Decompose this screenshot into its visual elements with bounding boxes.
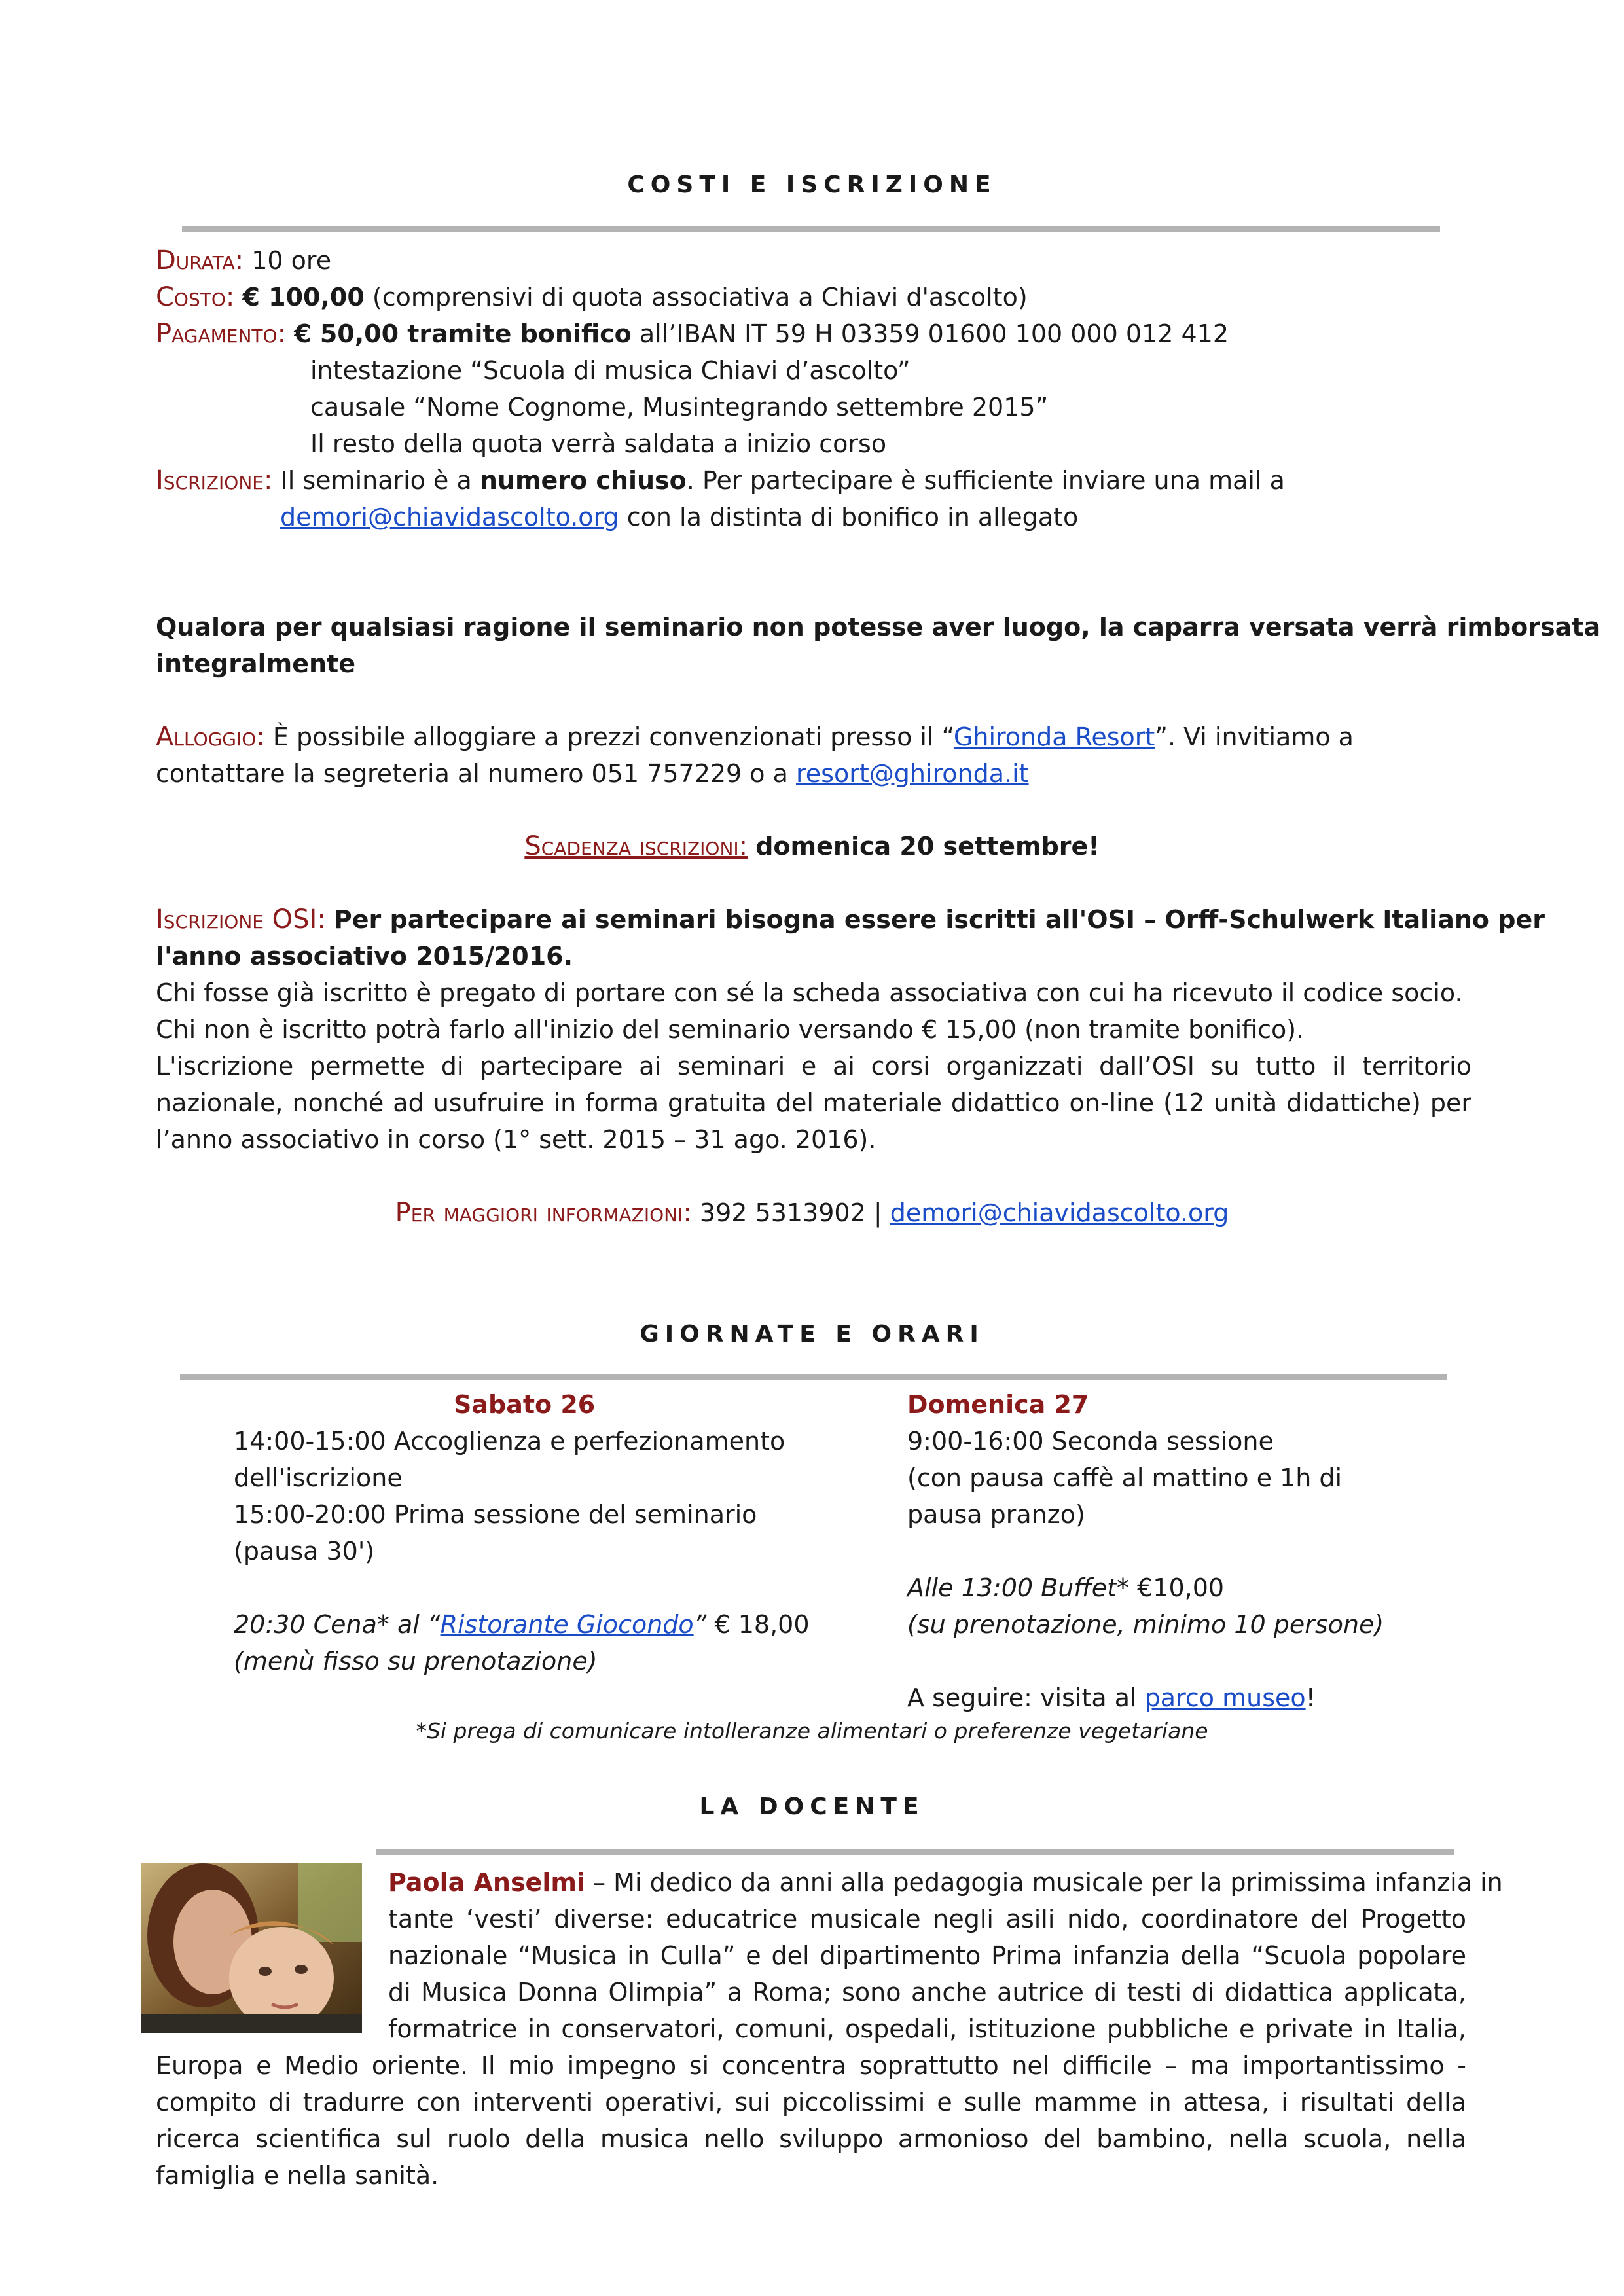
rimborso-line-1: Qualora per qualsiasi ragione il seminario non potesse aver luogo, la caparra versata verrà rimborsata xyxy=(156,613,1601,641)
info-phone: 392 5313902 | xyxy=(699,1198,882,1227)
alloggio-contact-text: contattare la segreteria al numero 051 757229 o a xyxy=(156,759,788,788)
ghironda-resort-link[interactable]: Ghironda Resort xyxy=(953,723,1155,751)
osi-line-6: nazionale, nonché ad usufruire in forma gratuita del materiale didattico on-line (12 unità didattiche) per xyxy=(156,1088,1471,1117)
osi-line-3: Chi fosse già iscritto è pregato di portare con sé la scheda associativa con cui ha ricevuto il codice socio. xyxy=(156,978,1463,1007)
teacher-photo-image xyxy=(141,1863,362,2033)
costo-amount: € 100,00 xyxy=(242,283,365,312)
domenica-buffet-note: (su prenotazione, minimo 10 persone) xyxy=(907,1610,1384,1639)
docente-line-3: nazionale “Musica in Culla” e del dipartimento Prima infanzia della “Scuola popolare xyxy=(388,1941,1466,1970)
osi-line-1 xyxy=(156,901,1545,938)
docente-line-5: formatrice in conservatori, comuni, ospedali, istituzione pubbliche e private in Italia, xyxy=(388,2015,1466,2043)
pagamento-resto: Il resto della quota verrà saldata a inizio corso xyxy=(310,429,887,458)
info-line xyxy=(0,1194,1624,1231)
docente-line-2: tante ‘vesti’ diverse: educatrice musicale negli asili nido, coordinatore del Progetto xyxy=(388,1905,1466,1933)
cena-text-b: ” xyxy=(693,1610,707,1639)
section-divider xyxy=(180,1374,1447,1380)
cena-text-a: 20:30 Cena* al “ xyxy=(234,1610,441,1639)
section-title-costi: COSTI E ISCRIZIONE xyxy=(627,171,997,198)
info-label: Per maggiori informazioni: xyxy=(395,1198,692,1228)
pagamento-line xyxy=(156,315,1229,352)
rimborso-line-2: integralmente xyxy=(156,649,355,678)
domenica-line-1: 9:00-16:00 Seconda sessione xyxy=(907,1427,1274,1456)
buffet-text: Alle 13:00 Buffet* xyxy=(907,1573,1130,1602)
resort-email-link[interactable]: resort@ghironda.it xyxy=(796,759,1029,788)
pagamento-bold: € 50,00 tramite bonifico xyxy=(294,319,632,348)
domenica-line-3: pausa pranzo) xyxy=(907,1500,1085,1529)
domenica-visita-line xyxy=(907,1679,1316,1716)
iscrizione-line xyxy=(156,462,1285,499)
iscrizione-text-a: Il seminario è a xyxy=(280,466,472,495)
buffet-price: €10,00 xyxy=(1137,1573,1225,1602)
docente-name: Paola Anselmi xyxy=(388,1868,585,1897)
osi-label: Iscrizione OSI: xyxy=(156,905,326,935)
iscrizione-line-2 xyxy=(280,499,1078,535)
costo-label: Costo: xyxy=(156,282,235,312)
section-divider xyxy=(182,226,1440,232)
alloggio-text-b: ”. Vi invitiamo a xyxy=(1155,723,1354,751)
iscrizione-text-c: con la distinta di bonifico in allegato xyxy=(626,503,1079,531)
sabato-line-3: 15:00-20:00 Prima sessione del seminario xyxy=(234,1500,757,1529)
osi-bold-text-2: l'anno associativo 2015/2016. xyxy=(156,942,573,971)
pagamento-intestazione: intestazione “Scuola di musica Chiavi d’ascolto” xyxy=(310,356,911,385)
docente-line-1 xyxy=(388,1864,1503,1901)
iscrizione-email-link[interactable]: demori@chiavidascolto.org xyxy=(280,503,619,531)
iscrizione-text-b: . Per partecipare è sufficiente inviare una mail a xyxy=(686,466,1285,495)
sabato-line-4: (pausa 30') xyxy=(234,1537,375,1566)
info-email-link[interactable]: demori@chiavidascolto.org xyxy=(890,1198,1229,1227)
docente-line-9: famiglia e nella sanità. xyxy=(156,2161,439,2190)
section-title-giornate: GIORNATE E ORARI xyxy=(640,1321,984,1348)
section-title-docente: LA DOCENTE xyxy=(699,1793,925,1820)
docente-line-8: ricerca scientifica sul ruolo della musica nello sviluppo armonioso del bambino, nella scuola, nella xyxy=(156,2125,1466,2153)
visita-text-b: ! xyxy=(1305,1683,1316,1712)
scadenza-value: domenica 20 settembre! xyxy=(755,832,1100,861)
iscrizione-label: Iscrizione: xyxy=(156,465,273,495)
alloggio-label: Alloggio: xyxy=(156,722,265,752)
visita-text: A seguire: visita al xyxy=(907,1683,1137,1712)
parco-museo-link[interactable]: parco museo xyxy=(1144,1683,1306,1712)
durata-label: Durata: xyxy=(156,245,244,276)
osi-bold-text-1: Per partecipare ai seminari bisogna essere iscritti all'OSI – Orff-Schulwerk Italiano per xyxy=(333,905,1545,934)
osi-line-4: Chi non è iscritto potrà farlo all'inizio del seminario versando € 15,00 (non tramite bonifico). xyxy=(156,1015,1305,1044)
scadenza-line xyxy=(0,828,1624,865)
alloggio-line-2 xyxy=(156,755,1029,792)
docente-text-1: – Mi dedico da anni alla pedagogia musicale per la primissima infanzia in xyxy=(593,1868,1503,1897)
osi-line-5: L'iscrizione permette di partecipare ai seminari e ai corsi organizzati dall’OSI su tutto il territorio xyxy=(156,1052,1471,1081)
domenica-line-2: (con pausa caffè al mattino e 1h di xyxy=(907,1463,1343,1492)
docente-line-4: di Musica Donna Olimpia” a Roma; sono anche autrice di testi di didattica applicata, xyxy=(388,1978,1466,2007)
durata-value: 10 ore xyxy=(251,246,332,275)
scadenza-label: Scadenza iscrizioni: xyxy=(524,831,748,861)
section-divider xyxy=(376,1849,1454,1855)
alloggio-line xyxy=(156,719,1354,755)
docente-line-6: Europa e Medio oriente. Il mio impegno si concentra soprattutto nel difficile – ma importantissimo - xyxy=(156,2051,1466,2080)
sabato-cena-note: (menù fisso su prenotazione) xyxy=(234,1647,598,1676)
pagamento-iban: all’IBAN IT 59 H 03359 01600 100 000 012 412 xyxy=(639,319,1229,348)
docente-line-7: compito di tradurre con interventi operativi, sui piccolissimi e sulle mamme in attesa, i risultati della xyxy=(156,2088,1466,2117)
footnote: *Si prega di comunicare intolleranze alimentari o preferenze vegetariane xyxy=(416,1718,1208,1744)
durata-line xyxy=(156,242,331,279)
iscrizione-bold: numero chiuso xyxy=(479,466,687,495)
pagamento-causale: causale “Nome Cognome, Musintegrando settembre 2015” xyxy=(310,393,1049,422)
alloggio-text-a: È possibile alloggiare a prezzi convenzionati presso il “ xyxy=(272,723,954,751)
domenica-heading: Domenica 27 xyxy=(907,1390,1089,1419)
costo-note: (comprensivi di quota associativa a Chiavi d'ascolto) xyxy=(372,283,1028,312)
costo-line xyxy=(156,279,1028,315)
osi-line-7: l’anno associativo in corso (1° sett. 2015 – 31 ago. 2016). xyxy=(156,1125,876,1154)
sabato-heading: Sabato 26 xyxy=(454,1390,596,1419)
sabato-cena-line xyxy=(234,1606,810,1643)
domenica-buffet-line xyxy=(907,1570,1224,1606)
cena-price: € 18,00 xyxy=(714,1610,810,1639)
ristorante-giocondo-link[interactable]: Ristorante Giocondo xyxy=(440,1610,694,1639)
pagamento-label: Pagamento: xyxy=(156,319,287,349)
teacher-photo xyxy=(141,1863,362,2033)
sabato-line-2: dell'iscrizione xyxy=(234,1463,403,1492)
sabato-line-1: 14:00-15:00 Accoglienza e perfezionamento xyxy=(234,1427,785,1456)
